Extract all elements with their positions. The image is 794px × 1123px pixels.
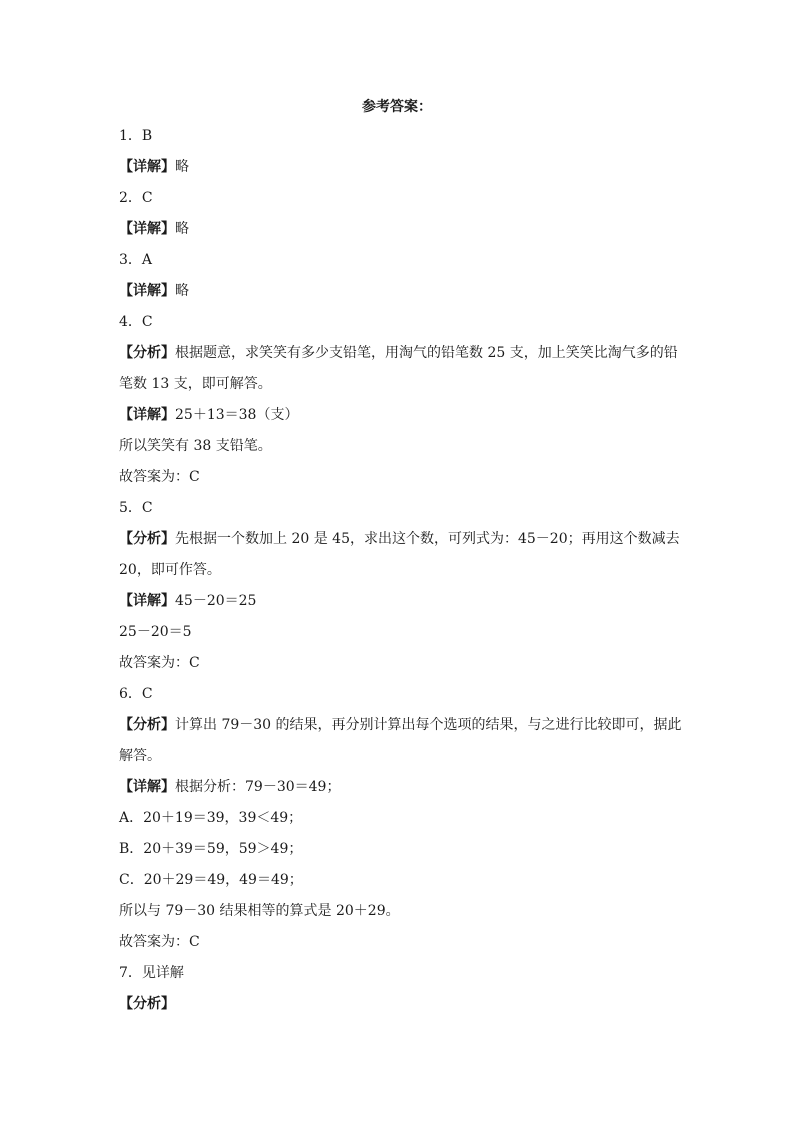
line-text: 所以笑笑有 38 支铅笔。	[119, 438, 272, 454]
page-title: 参考答案：	[362, 99, 432, 115]
section-tag: 【分析】	[119, 717, 175, 733]
line-text: 故答案为：C	[119, 655, 200, 671]
answer-line	[119, 896, 679, 927]
answer-line	[119, 183, 679, 214]
line-text: 先根据一个数加上 20 是 45，求出这个数，可列式为：45－20；再用这个数减去	[175, 531, 680, 547]
answer-line	[119, 617, 679, 648]
answer-line	[119, 431, 679, 462]
answer-line	[119, 865, 679, 896]
answer-line	[119, 245, 679, 276]
line-text: 7．见详解	[119, 965, 184, 981]
section-tag: 【分析】	[119, 996, 175, 1012]
line-text: 25－20＝5	[119, 624, 192, 640]
answer-line	[119, 121, 679, 152]
line-text: C．20＋29＝49，49＝49；	[119, 872, 303, 888]
line-text: 1．B	[119, 128, 153, 144]
line-text: 略	[175, 159, 189, 175]
answer-line	[119, 493, 679, 524]
line-text: 略	[175, 221, 189, 237]
line-text: 25＋13＝38（支）	[175, 407, 299, 423]
line-text: 5．C	[119, 500, 153, 516]
answer-line	[119, 834, 679, 865]
answer-line	[119, 555, 679, 586]
section-tag: 【详解】	[119, 283, 175, 299]
answer-line	[119, 679, 679, 710]
line-text: 略	[175, 283, 189, 299]
answer-line	[119, 958, 679, 989]
line-text: 根据题意，求笑笑有多少支铅笔，用淘气的铅笔数 25 支，加上笑笑比淘气多的铅	[175, 345, 678, 361]
line-text: 6．C	[119, 686, 153, 702]
line-text: 2．C	[119, 190, 153, 206]
section-tag: 【详解】	[119, 159, 175, 175]
section-tag: 【详解】	[119, 593, 175, 609]
line-text: 解答。	[119, 748, 161, 764]
answer-line	[119, 803, 679, 834]
line-text: A．20＋19＝39，39＜49；	[119, 810, 303, 826]
line-text: 计算出 79－30 的结果，再分别计算出每个选项的结果，与之进行比较即可，据此	[175, 717, 682, 733]
answer-line	[119, 214, 679, 245]
line-text: 20，即可作答。	[119, 562, 221, 578]
answer-line	[119, 772, 679, 803]
section-tag: 【详解】	[119, 221, 175, 237]
line-text: B．20＋39＝59，59＞49；	[119, 841, 303, 857]
answer-line	[119, 152, 679, 183]
answer-line	[119, 927, 679, 958]
answer-line	[119, 462, 679, 493]
section-tag: 【详解】	[119, 779, 175, 795]
answer-line	[119, 369, 679, 400]
answer-content	[119, 121, 682, 1020]
answer-line	[119, 276, 679, 307]
answer-line	[119, 400, 679, 431]
section-tag: 【详解】	[119, 407, 175, 423]
answer-line	[119, 338, 679, 369]
line-text: 故答案为：C	[119, 934, 200, 950]
line-text: 所以与 79－30 结果相等的算式是 20＋29。	[119, 903, 400, 919]
line-text: 4．C	[119, 314, 153, 330]
answer-line	[119, 741, 679, 772]
line-text: 故答案为：C	[119, 469, 200, 485]
line-text: 笔数 13 支，即可解答。	[119, 376, 272, 392]
answer-line	[119, 989, 679, 1020]
answer-line	[119, 524, 679, 555]
line-text: 45－20＝25	[175, 593, 257, 609]
answer-line	[119, 586, 679, 617]
line-text: 根据分析：79－30＝49；	[175, 779, 341, 795]
answer-line	[119, 307, 679, 338]
section-tag: 【分析】	[119, 531, 175, 547]
line-text: 3．A	[119, 252, 153, 268]
answer-line	[119, 648, 679, 679]
answer-line	[119, 710, 682, 741]
section-tag: 【分析】	[119, 345, 175, 361]
